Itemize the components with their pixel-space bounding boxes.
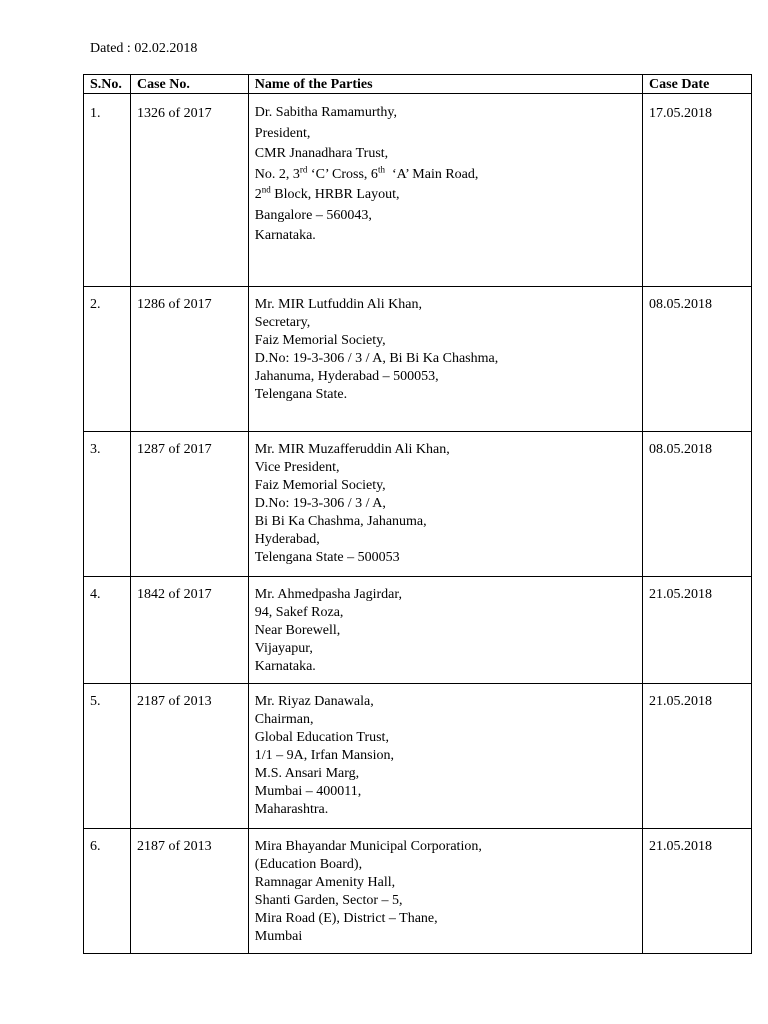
party-text: Block, HRBR Layout, [270, 187, 400, 202]
cell-parties [248, 94, 642, 287]
cell-case-date: 21.05.2018 [643, 829, 752, 954]
col-header-case-date: Case Date [643, 75, 752, 94]
cell-parties: Mr. MIR Muzafferuddin Ali Khan, Vice President, Faiz Memorial Society, D.No: 19-3-306 / 3 / A, Bi Bi Ka Chashma, Jahanuma, Hyderabad, Telengana State – 500053 [248, 432, 642, 577]
table-row [84, 829, 752, 954]
party-text: ‘C’ Cross, 6 [307, 166, 378, 182]
party-line: Bangalore – 560043, [254, 207, 372, 223]
cell-case-no: 1326 of 2017 [130, 94, 248, 287]
party-line [255, 185, 636, 206]
table-row [84, 94, 752, 287]
cell-case-no: 1286 of 2017 [130, 287, 248, 432]
party-line: President, [254, 125, 311, 141]
table-header-row [84, 75, 752, 94]
table-row [84, 287, 752, 432]
cell-sno: 3. [84, 432, 131, 577]
col-header-parties: Name of the Parties [248, 75, 642, 94]
cell-case-date: 08.05.2018 [643, 432, 752, 577]
cell-case-no: 1287 of 2017 [130, 432, 248, 577]
cell-case-date: 21.05.2018 [643, 684, 752, 829]
cell-case-no: 2187 of 2013 [130, 829, 248, 954]
col-header-case-no: Case No. [130, 75, 248, 94]
table-row [84, 432, 752, 577]
cell-case-date: 21.05.2018 [643, 577, 752, 684]
cell-case-no: 2187 of 2013 [130, 684, 248, 829]
table-row [84, 684, 752, 829]
ordinal-suffix: th [377, 163, 385, 174]
cell-case-no: 1842 of 2017 [130, 577, 248, 684]
cell-case-date: 17.05.2018 [643, 94, 752, 287]
cell-parties: Mr. Ahmedpasha Jagirdar, 94, Sakef Roza, Near Borewell, Vijayapur, Karnataka. [248, 577, 642, 684]
cell-sno: 5. [84, 684, 131, 829]
party-text: ‘A’ Main Road, [384, 166, 479, 182]
party-line: Dr. Sabitha Ramamurthy, [254, 105, 397, 120]
party-line: CMR Jnanadhara Trust, [254, 146, 389, 161]
ordinal-suffix: rd [299, 163, 308, 174]
party-line [255, 165, 636, 186]
ordinal-suffix: nd [261, 184, 271, 195]
cell-sno: 4. [84, 577, 131, 684]
table-row [84, 577, 752, 684]
cell-parties: Mr. MIR Lutfuddin Ali Khan, Secretary, Faiz Memorial Society, D.No: 19-3-306 / 3 / A, Bi Bi Ka Chashma, Jahanuma, Hyderabad – 500053, Telengana State. [248, 287, 642, 432]
document-date: Dated : 02.02.2018 [90, 41, 198, 56]
party-line: Karnataka. [254, 228, 316, 243]
cell-sno: 1. [84, 94, 131, 287]
cell-parties: Mira Bhayandar Municipal Corporation, (Education Board), Ramnagar Amenity Hall, Shanti Garden, Sector – 5, Mira Road (E), District – Thane, Mumbai [248, 829, 642, 954]
cell-sno: 2. [84, 287, 131, 432]
cases-table [83, 74, 752, 954]
party-text: 2 [254, 187, 262, 202]
party-text: No. 2, 3 [254, 166, 300, 182]
cell-sno: 6. [84, 829, 131, 954]
col-header-sno: S.No. [84, 75, 131, 94]
cell-case-date: 08.05.2018 [643, 287, 752, 432]
cell-parties: Mr. Riyaz Danawala, Chairman, Global Education Trust, 1/1 – 9A, Irfan Mansion, M.S. Ansari Marg, Mumbai – 400011, Maharashtra. [248, 684, 642, 829]
